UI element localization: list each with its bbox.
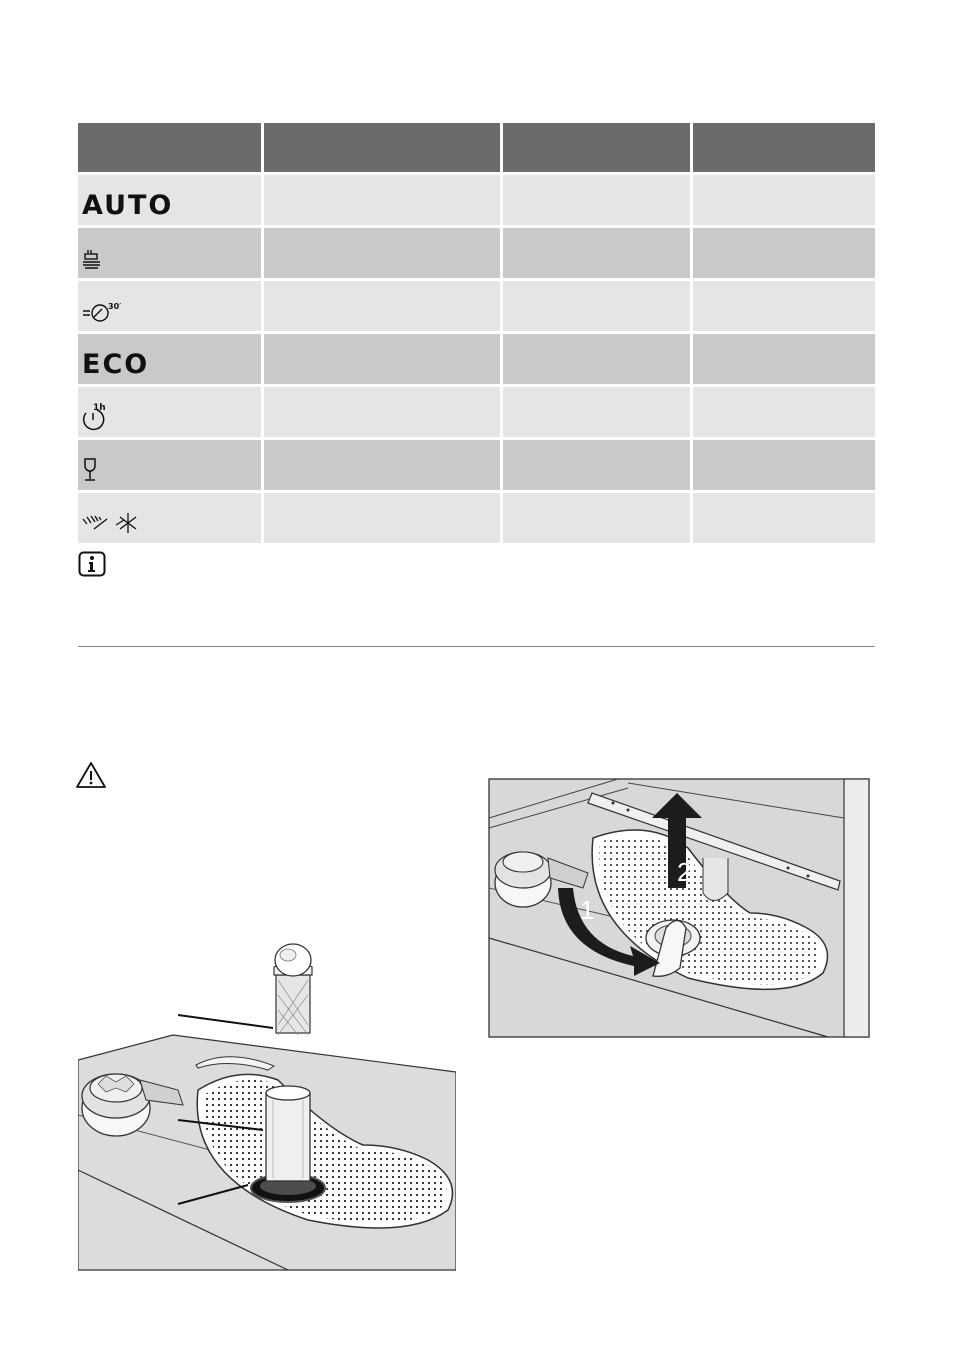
program-symbol-cell	[78, 490, 264, 543]
program-symbol-cell	[78, 331, 264, 384]
table-cell	[503, 384, 693, 437]
info-icon	[78, 551, 106, 577]
svg-text:1h: 1h	[93, 403, 106, 413]
program-symbol-cell	[78, 278, 264, 331]
table-cell	[503, 490, 693, 543]
filter-assembly-illustration	[78, 940, 456, 1272]
table-row	[78, 172, 875, 225]
table-row	[78, 437, 875, 490]
quick-30-program-icon	[80, 299, 128, 325]
table-cell	[264, 278, 503, 331]
prewash-program-icon	[80, 507, 150, 537]
table-cell	[693, 278, 875, 331]
table-cell	[503, 331, 693, 384]
table-cell	[693, 490, 875, 543]
table-row	[78, 331, 875, 384]
table-row	[78, 225, 875, 278]
program-symbol-cell	[78, 384, 264, 437]
table-cell	[264, 490, 503, 543]
auto-program-symbol: AUTO	[82, 190, 174, 221]
table-cell	[693, 331, 875, 384]
table-cell	[503, 225, 693, 278]
table-cell	[264, 437, 503, 490]
header-cell	[78, 123, 264, 172]
warning-icon	[75, 760, 107, 790]
table-cell	[264, 225, 503, 278]
table-cell	[264, 172, 503, 225]
program-symbol-cell	[78, 437, 264, 490]
table-cell	[693, 437, 875, 490]
intensive-program-icon	[80, 246, 110, 272]
table-row	[78, 278, 875, 331]
table-header-row	[78, 123, 875, 172]
1h-program-icon	[80, 401, 114, 431]
table-cell	[503, 278, 693, 331]
header-cell	[264, 123, 503, 172]
table-cell	[264, 331, 503, 384]
table-cell	[693, 225, 875, 278]
header-cell	[503, 123, 693, 172]
program-symbol-cell	[78, 225, 264, 278]
step-2-label: 2	[677, 857, 692, 887]
eco-program-symbol: ECO	[82, 349, 150, 380]
table-row	[78, 384, 875, 437]
filter-removal-illustration	[488, 778, 870, 1038]
table-cell	[503, 172, 693, 225]
section-divider	[78, 646, 875, 647]
glass-program-icon	[80, 456, 104, 484]
table-cell	[693, 172, 875, 225]
svg-text:30′: 30′	[108, 302, 122, 311]
table-cell	[693, 384, 875, 437]
table-cell	[264, 384, 503, 437]
table-row	[78, 490, 875, 543]
program-symbol-cell	[78, 172, 264, 225]
table-cell	[503, 437, 693, 490]
header-cell	[693, 123, 875, 172]
step-1-label: 1	[580, 895, 595, 925]
program-table	[78, 123, 875, 543]
